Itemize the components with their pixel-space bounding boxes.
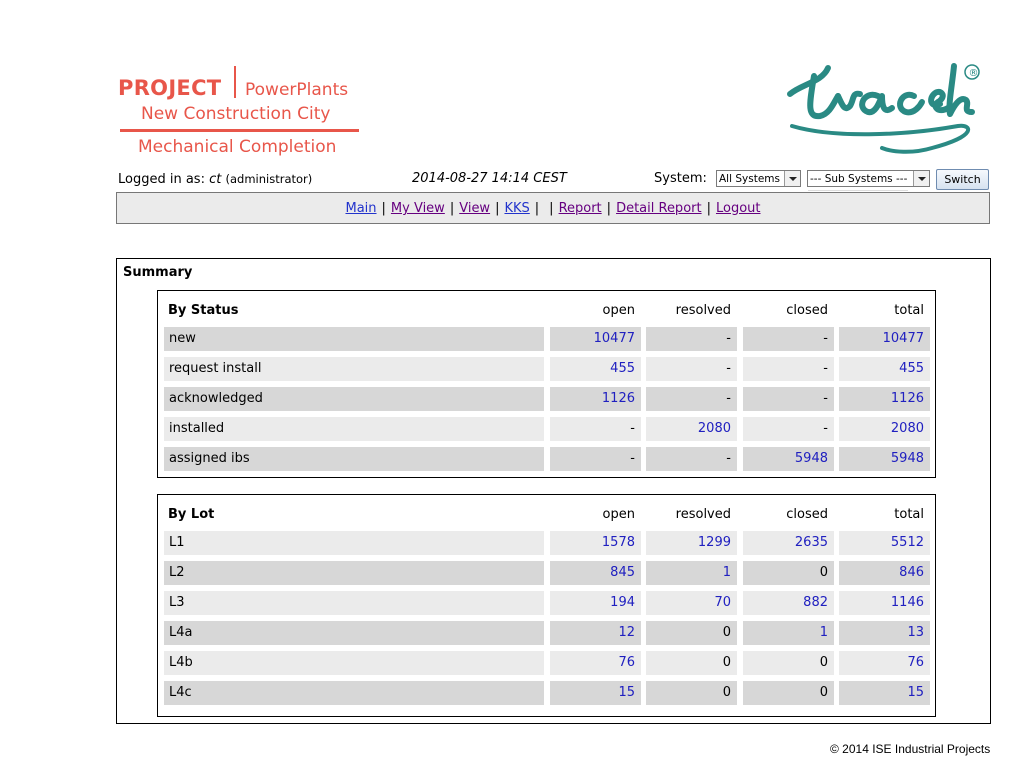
logged-in-label: Logged in as:: [118, 172, 205, 187]
cell-resolved: 0: [646, 621, 737, 645]
cell-open: -: [550, 417, 641, 441]
row-label: L4c: [164, 681, 544, 705]
project-name: PowerPlants: [245, 80, 349, 100]
by-lot-table: [157, 494, 936, 717]
cell-resolved[interactable]: 1: [646, 561, 737, 585]
col-closed-header: closed: [786, 507, 828, 522]
row-label: request install: [164, 357, 544, 381]
nav-separator: |: [495, 201, 500, 216]
cell-open[interactable]: 1126: [550, 387, 641, 411]
nav-kks-link[interactable]: KKS: [504, 201, 530, 216]
project-divider: [234, 66, 236, 98]
cell-open[interactable]: 10477: [550, 327, 641, 351]
cell-total[interactable]: 846: [839, 561, 930, 585]
cell-closed[interactable]: 1: [743, 621, 834, 645]
nav-links: [117, 201, 989, 216]
cell-total[interactable]: 1146: [839, 591, 930, 615]
cell-resolved[interactable]: 70: [646, 591, 737, 615]
cell-open: -: [550, 447, 641, 471]
cell-total[interactable]: 13: [839, 621, 930, 645]
cell-total[interactable]: 2080: [839, 417, 930, 441]
cell-open[interactable]: 76: [550, 651, 641, 675]
col-total-header: total: [894, 507, 924, 522]
cell-closed: 0: [743, 561, 834, 585]
row-label: L1: [164, 531, 544, 555]
nav-separator: |: [534, 201, 540, 216]
row-label: L3: [164, 591, 544, 615]
cell-open[interactable]: 12: [550, 621, 641, 645]
cell-total[interactable]: 5948: [839, 447, 930, 471]
cell-resolved: -: [646, 357, 737, 381]
col-resolved-header: resolved: [675, 507, 731, 522]
user-role: (administrator): [225, 172, 313, 186]
chevron-down-icon[interactable]: [913, 171, 929, 186]
row-label: new: [164, 327, 544, 351]
cell-total[interactable]: 5512: [839, 531, 930, 555]
user-name: ct: [209, 172, 222, 187]
nav-separator: |: [449, 201, 455, 216]
cell-resolved: 0: [646, 651, 737, 675]
row-label: L4a: [164, 621, 544, 645]
nav-logout-link[interactable]: Logout: [715, 201, 761, 216]
nav-main-link[interactable]: Main: [345, 201, 377, 216]
nav-my-view-link[interactable]: My View: [390, 201, 445, 216]
col-open-header: open: [602, 507, 635, 522]
cell-resolved: -: [646, 387, 737, 411]
cell-resolved: -: [646, 447, 737, 471]
row-label: L2: [164, 561, 544, 585]
cell-closed: -: [743, 327, 834, 351]
cell-resolved[interactable]: 2080: [646, 417, 737, 441]
row-label: installed: [164, 417, 544, 441]
cell-total[interactable]: 10477: [839, 327, 930, 351]
cell-resolved: -: [646, 327, 737, 351]
login-status: [118, 172, 312, 187]
project-module: Mechanical Completion: [138, 137, 337, 157]
nav-separator: |: [706, 201, 711, 216]
subsystem-select[interactable]: [807, 170, 930, 187]
registered-mark: ®: [968, 68, 979, 79]
tracek-logo: [782, 56, 984, 160]
chevron-down-icon[interactable]: [784, 171, 800, 186]
system-select[interactable]: [716, 170, 801, 187]
nav-separator: |: [549, 201, 554, 216]
summary-box: [116, 258, 991, 724]
nav-separator: |: [606, 201, 612, 216]
project-label: PROJECT: [118, 76, 222, 100]
project-rule: [120, 129, 359, 132]
cell-closed: -: [743, 387, 834, 411]
by-status-table: [157, 290, 936, 478]
col-open-header: open: [602, 303, 635, 318]
col-closed-header: closed: [786, 303, 828, 318]
cell-total[interactable]: 76: [839, 651, 930, 675]
nav-report-link[interactable]: Report: [558, 201, 602, 216]
row-label: acknowledged: [164, 387, 544, 411]
cell-closed[interactable]: 2635: [743, 531, 834, 555]
col-total-header: total: [894, 303, 924, 318]
cell-closed: 0: [743, 651, 834, 675]
cell-closed[interactable]: 882: [743, 591, 834, 615]
cell-closed: -: [743, 357, 834, 381]
cell-closed[interactable]: 5948: [743, 447, 834, 471]
system-label: System:: [654, 171, 707, 186]
nav-view-link[interactable]: View: [459, 201, 491, 216]
cell-total[interactable]: 455: [839, 357, 930, 381]
by-lot-title: By Lot: [168, 507, 215, 522]
cell-resolved[interactable]: 1299: [646, 531, 737, 555]
cell-total[interactable]: 15: [839, 681, 930, 705]
nav-separator: |: [381, 201, 386, 216]
summary-title: Summary: [123, 265, 193, 280]
cell-resolved: 0: [646, 681, 737, 705]
subsystem-select-value: --- Sub Systems ---: [810, 173, 908, 185]
cell-total[interactable]: 1126: [839, 387, 930, 411]
project-city: New Construction City: [141, 104, 331, 124]
row-label: assigned ibs: [164, 447, 544, 471]
cell-closed: -: [743, 417, 834, 441]
cell-open[interactable]: 845: [550, 561, 641, 585]
cell-closed: 0: [743, 681, 834, 705]
system-select-value: All Systems: [719, 173, 780, 185]
cell-open[interactable]: 15: [550, 681, 641, 705]
row-label: L4b: [164, 651, 544, 675]
cell-open[interactable]: 194: [550, 591, 641, 615]
switch-button[interactable]: Switch: [936, 169, 989, 190]
by-status-title: By Status: [168, 303, 239, 318]
cell-open[interactable]: 455: [550, 357, 641, 381]
cell-open[interactable]: 1578: [550, 531, 641, 555]
nav-bar: [116, 192, 990, 224]
col-resolved-header: resolved: [675, 303, 731, 318]
footer-copyright: © 2014 ISE Industrial Projects: [830, 742, 991, 756]
current-datetime: 2014-08-27 14:14 CEST: [412, 171, 567, 186]
nav-detail-report-link[interactable]: Detail Report: [616, 201, 702, 216]
